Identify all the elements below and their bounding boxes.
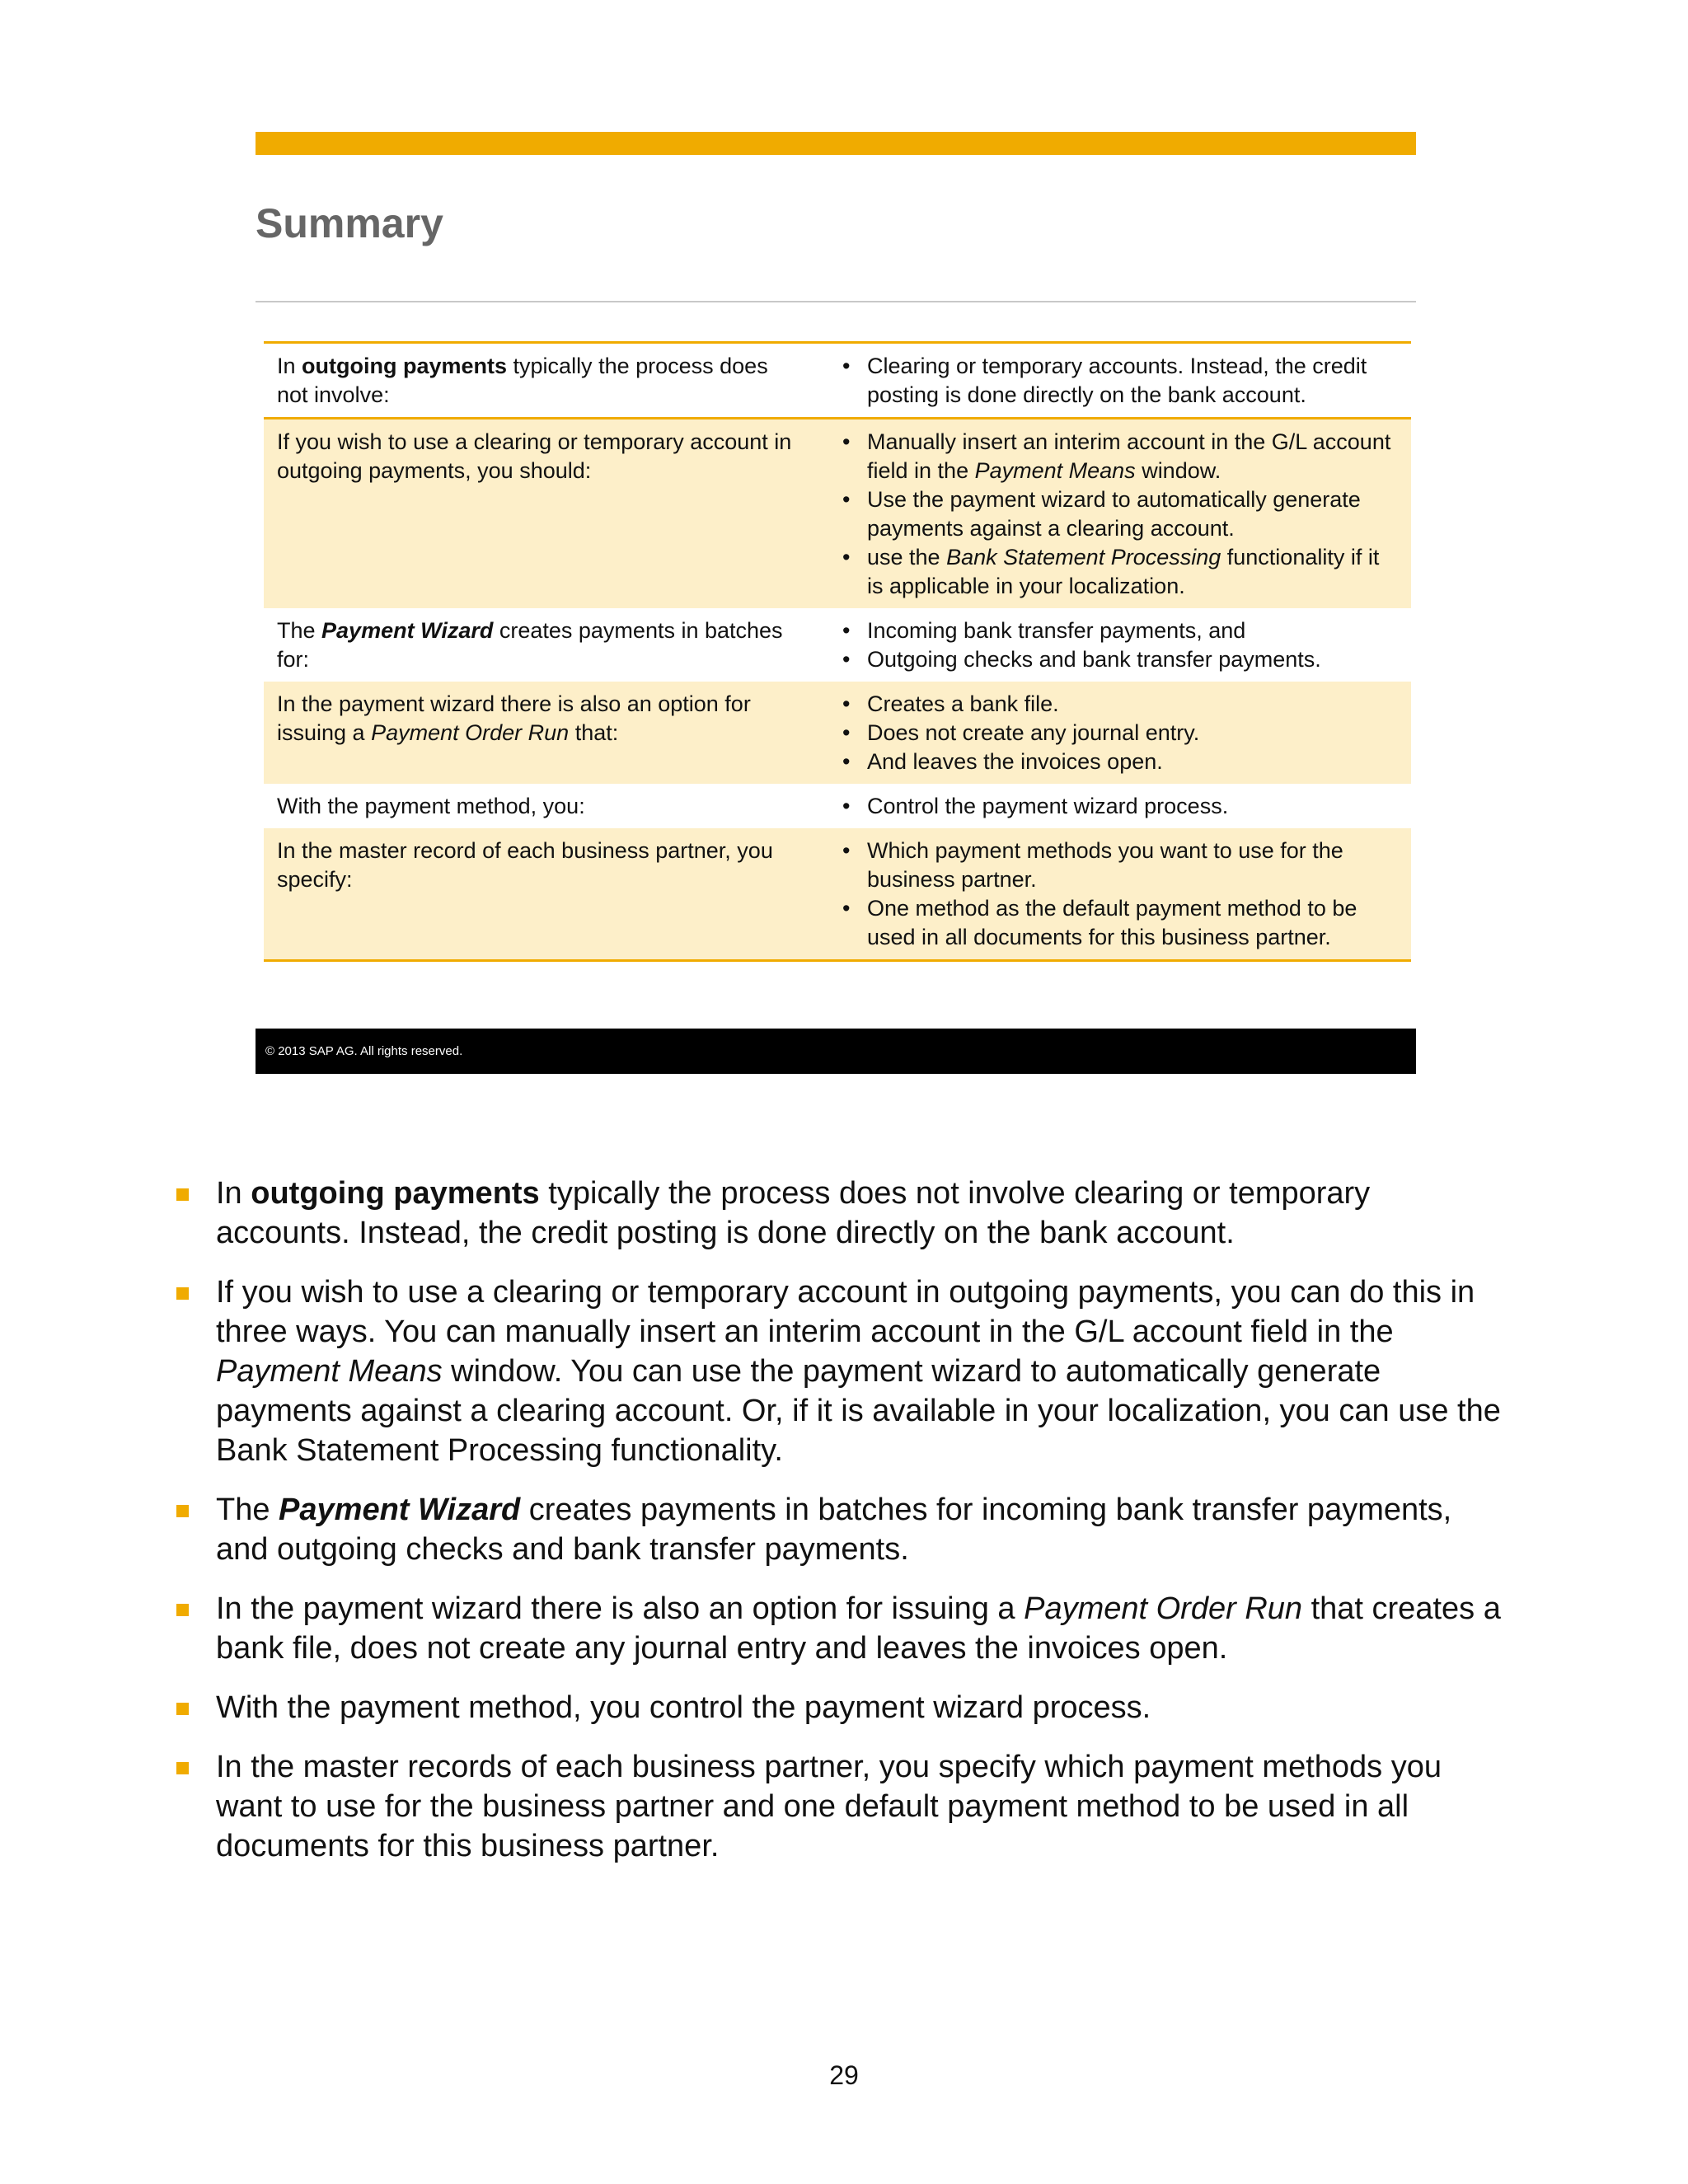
note-item [173, 1174, 1508, 1253]
bullet-list [842, 792, 1398, 821]
text-run: In [216, 1176, 251, 1211]
summary-slide [256, 132, 1416, 1078]
row-label-cell [264, 828, 829, 961]
emphasis-text: Payment Wizard [279, 1493, 521, 1527]
bullet-item [842, 719, 1398, 748]
text-run: Outgoing checks and bank transfer payments. [867, 647, 1321, 672]
row-detail-cell [829, 784, 1411, 828]
bullet-list [842, 690, 1398, 776]
bullet-item [842, 616, 1398, 645]
table-row [264, 828, 1411, 961]
row-label-cell [264, 343, 829, 419]
bullet-item [842, 690, 1398, 719]
table-row [264, 784, 1411, 828]
text-run: Use the payment wizard to automatically generate payments against a clearing account. [867, 487, 1361, 541]
text-run: Creates a bank file. [867, 691, 1059, 716]
note-item [173, 1272, 1508, 1470]
bullet-item [842, 748, 1398, 776]
text-run: that: [569, 720, 619, 745]
row-detail-cell [829, 608, 1411, 682]
speaker-notes [173, 1174, 1508, 1886]
bullet-list [842, 352, 1398, 410]
row-label-cell [264, 784, 829, 828]
copyright-text: © 2013 SAP AG. All rights reserved. [265, 1044, 463, 1058]
summary-table [264, 341, 1411, 962]
text-run: creates payments in batches for incoming bank transfer payments, and outgoing checks and bank transfer payments. [216, 1493, 1452, 1567]
text-run: If you wish to use a clearing or temporary account in outgoing payments, you can do this in three ways. You can manually insert an interim account in the G/L account field in the [216, 1275, 1475, 1349]
bullet-item [842, 543, 1398, 601]
text-run: In the master record of each business partner, you specify: [277, 838, 773, 892]
text-run: Manually insert an interim account in the G/L account field in the [867, 429, 1391, 483]
square-bullet-icon [176, 1762, 189, 1774]
bullet-item [842, 485, 1398, 543]
slide-title: Summary [256, 200, 443, 246]
bullet-list [842, 616, 1398, 674]
text-run: One method as the default payment method to be used in all documents for this business partner. [867, 896, 1357, 949]
text-run: The [277, 618, 322, 643]
bold-text: outgoing payments [251, 1176, 540, 1211]
bullet-item [842, 428, 1398, 485]
text-run: And leaves the invoices open. [867, 749, 1163, 774]
row-label-cell [264, 608, 829, 682]
bullet-item [842, 352, 1398, 410]
bullet-item [842, 792, 1398, 821]
square-bullet-icon [176, 1505, 189, 1517]
text-run: If you wish to use a clearing or temporary account in outgoing payments, you should: [277, 429, 792, 483]
text-run: In the payment wizard there is also an option for issuing a [216, 1591, 1025, 1626]
text-run: With the payment method, you control the payment wizard process. [216, 1690, 1151, 1725]
text-run: Control the payment wizard process. [867, 794, 1229, 818]
note-item [173, 1589, 1508, 1668]
table-row [264, 343, 1411, 419]
bullet-item [842, 645, 1398, 674]
row-detail-cell [829, 343, 1411, 419]
text-run: In the payment wizard there is also an option for issuing a [277, 691, 751, 745]
text-run: Incoming bank transfer payments, and [867, 618, 1246, 643]
text-run: Does not create any journal entry. [867, 720, 1200, 745]
accent-bar [256, 132, 1416, 155]
italic-text: Payment Means [974, 458, 1136, 483]
text-run: Clearing or temporary accounts. Instead, the credit posting is done directly on the bank account. [867, 354, 1367, 407]
italic-text: Bank Statement Processing [946, 545, 1221, 569]
text-run: window. [1135, 458, 1221, 483]
bullet-list [842, 837, 1398, 952]
italic-text: Payment Means [216, 1354, 443, 1389]
bold-text: outgoing payments [302, 354, 508, 378]
text-run: Which payment methods you want to use for the business partner. [867, 838, 1343, 892]
slide-footer [256, 1029, 1416, 1074]
note-item [173, 1747, 1508, 1866]
row-detail-cell [829, 828, 1411, 961]
text-run: typically the process does not involve: [277, 354, 768, 407]
text-run: typically the process does not involve clearing or temporary accounts. Instead, the credit posting is done directly on the bank account. [216, 1176, 1371, 1250]
bullet-item [842, 837, 1398, 894]
text-run: With the payment method, you: [277, 794, 585, 818]
page-number: 29 [829, 2060, 859, 2090]
square-bullet-icon [176, 1287, 189, 1300]
square-bullet-icon [176, 1604, 189, 1616]
note-item [173, 1688, 1508, 1727]
summary-table-body [264, 343, 1411, 961]
italic-text: Payment Order Run [371, 720, 570, 745]
table-row [264, 608, 1411, 682]
square-bullet-icon [176, 1703, 189, 1715]
row-label-cell [264, 682, 829, 784]
bullet-item [842, 894, 1398, 952]
text-run: that creates a bank file, does not create any journal entry and leaves the invoices open. [216, 1591, 1501, 1666]
emphasis-text: Payment Wizard [321, 618, 494, 643]
title-divider [256, 301, 1416, 302]
table-row [264, 419, 1411, 609]
text-run: use the [867, 545, 947, 569]
square-bullet-icon [176, 1188, 189, 1201]
bold-italic-text [321, 618, 493, 643]
row-detail-cell [829, 682, 1411, 784]
table-row [264, 682, 1411, 784]
text-run: The [216, 1493, 279, 1527]
row-label-cell [264, 419, 829, 609]
text-run: In the master records of each business partner, you specify which payment methods you want to use for the business partner and one default payment method to be used in all documents for this business partner. [216, 1750, 1442, 1863]
bold-italic-text [279, 1493, 520, 1527]
text-run: window. You can use the payment wizard to automatically generate payments against a clearing account. Or, if it is available in your localization, you can use the Bank Statement Processing functionality. [216, 1354, 1501, 1468]
row-detail-cell [829, 419, 1411, 609]
text-run: functionality if it is applicable in your localization. [867, 545, 1380, 598]
italic-text: Payment Order Run [1024, 1591, 1303, 1626]
text-run: creates payments in batches for: [277, 618, 783, 672]
note-item [173, 1490, 1508, 1569]
text-run: In [277, 354, 302, 378]
bullet-list [842, 428, 1398, 601]
